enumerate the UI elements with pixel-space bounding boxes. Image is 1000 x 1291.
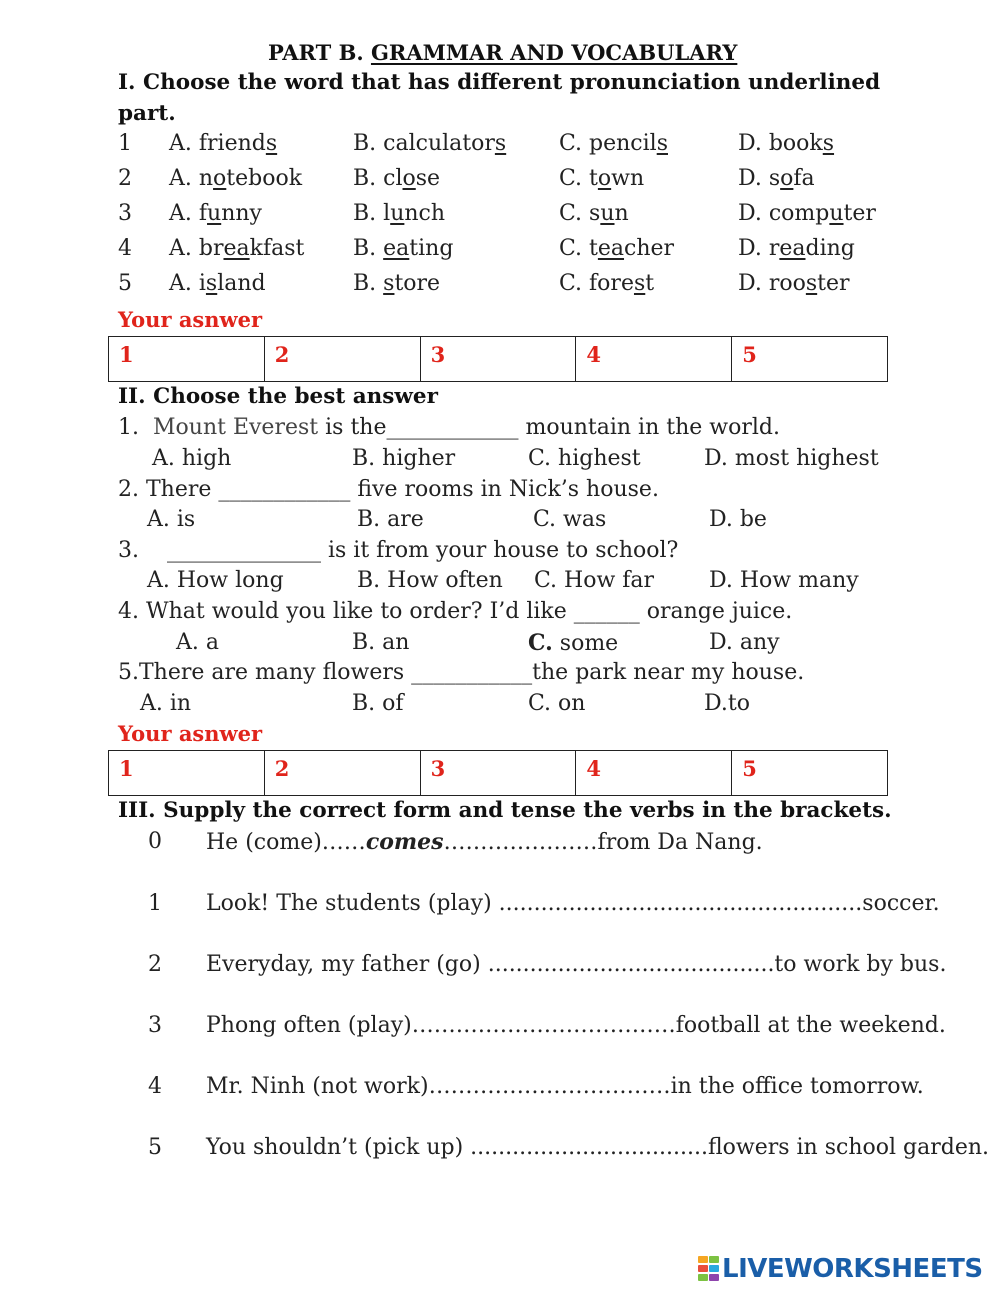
verb-sentence[interactable]: You shouldn’t (pick up) ..................................flowers in school garden. (206, 1135, 989, 1160)
option-b[interactable]: B. close (353, 166, 441, 191)
logo-text: LIVEWORKSHEETS (722, 1254, 983, 1284)
q5-option-a[interactable]: A. in (140, 691, 192, 716)
section3-heading: III. Supply the correct form and tense the verbs in the brackets. (118, 798, 892, 823)
q3-option-a[interactable]: A. How long (147, 568, 284, 593)
q2-option-a[interactable]: A. is (147, 507, 196, 532)
option-d[interactable]: D. reading (738, 236, 855, 261)
underlined-part: s (633, 271, 646, 296)
q4-option-b[interactable]: B. an (352, 630, 410, 655)
option-a[interactable]: A. breakfast (169, 236, 305, 261)
section1-heading-cont: part. (118, 101, 176, 126)
underlined-part: s (656, 131, 668, 156)
option-d[interactable]: D. rooster (738, 271, 850, 296)
question-2: 2. There ____________ five rooms in Nick’s house. (118, 477, 659, 502)
option-c[interactable]: C. teacher (559, 236, 675, 261)
underlined-part: ea (223, 236, 250, 261)
verb-sentence[interactable]: Phong often (play)………………………………football at the weekend. (206, 1013, 946, 1038)
underlined-part: ea (597, 236, 625, 261)
q4-option-c[interactable]: C. some (528, 630, 619, 656)
example-number: 0 (148, 829, 162, 854)
option-a[interactable]: A. friends (169, 131, 278, 156)
underlined-part: s (205, 271, 218, 296)
option-b[interactable]: B. store (353, 271, 441, 296)
q2-option-b[interactable]: B. are (357, 507, 424, 532)
underlined-part: s (805, 271, 818, 296)
item-number: 1 (148, 891, 162, 916)
underlined-part: u (829, 201, 844, 226)
section2-heading: II. Choose the best answer (118, 384, 438, 409)
part-heading: GRAMMAR AND VOCABULARY (370, 40, 738, 65)
answer-label-1: Your asnwer (118, 307, 263, 332)
option-c[interactable]: C. pencils (559, 131, 668, 156)
option-a[interactable]: A. funny (169, 201, 262, 226)
option-d[interactable]: D. sofa (738, 166, 815, 191)
option-b[interactable]: B. calculators (353, 131, 507, 156)
question-3: 3. ______________ is it from your house to school? (118, 538, 679, 563)
underlined-part: o (780, 166, 794, 191)
question-4: 4. What would you like to order? I’d like ______ orange juice. (118, 599, 793, 624)
underlined-part: s (822, 131, 835, 156)
answer-cell[interactable]: 1 (109, 751, 265, 795)
answer-cell[interactable]: 2 (265, 337, 421, 381)
option-a[interactable]: A. notebook (169, 166, 303, 191)
q2-option-c[interactable]: C. was (533, 507, 607, 532)
option-c[interactable]: C. forest (559, 271, 655, 296)
q3-option-d[interactable]: D. How many (709, 568, 859, 593)
q3-option-c[interactable]: C. How far (534, 568, 655, 593)
option-c[interactable]: C. sun (559, 201, 629, 226)
q5-option-b[interactable]: B. of (352, 691, 404, 716)
q1-option-b[interactable]: B. higher (352, 446, 456, 471)
q5-option-c[interactable]: C. on (528, 691, 586, 716)
underlined-part: o (402, 166, 416, 191)
q1-option-d[interactable]: D. most highest (704, 446, 879, 471)
verb-sentence[interactable]: Look! The students (play) ....................................................soccer. (206, 891, 940, 916)
option-b[interactable]: B. eating (353, 236, 454, 261)
answer-cell[interactable]: 5 (742, 342, 757, 367)
underlined-part: s (383, 271, 395, 296)
answer-table-1 (108, 336, 888, 382)
answer-cell[interactable]: 4 (576, 751, 732, 795)
question-number: 3 (118, 201, 132, 226)
item-number: 5 (148, 1135, 162, 1160)
q4-option-d[interactable]: D. any (709, 630, 780, 655)
example-answer: comes (365, 829, 444, 855)
question-5: 5.There are many flowers ___________the park near my house. (118, 660, 805, 685)
option-d[interactable]: D. computer (738, 201, 876, 226)
underlined-part: u (600, 201, 615, 226)
underlined-part: u (390, 201, 405, 226)
underlined-part: s (265, 131, 278, 156)
item-number: 4 (148, 1074, 162, 1099)
example-sentence: He (come)……comes…………………from Da Nang. (206, 829, 763, 855)
underlined-part: o (213, 166, 227, 191)
q5-option-d[interactable]: D.to (704, 691, 750, 716)
underlined-part: s (494, 131, 507, 156)
item-number: 3 (148, 1013, 162, 1038)
option-d[interactable]: D. books (738, 131, 835, 156)
option-a[interactable]: A. island (169, 271, 266, 296)
verb-sentence[interactable]: Mr. Ninh (not work)……………………………in the office tomorrow. (206, 1074, 924, 1099)
question-number: 1 (118, 131, 132, 156)
answer-table-2 (108, 750, 888, 796)
verb-sentence[interactable]: Everyday, my father (go) .........................................to work by bus. (206, 952, 947, 977)
question-1-subject: Mount Everest (153, 415, 319, 440)
question-number: 4 (118, 236, 132, 261)
question-number: 5 (118, 271, 132, 296)
liveworksheets-logo-icon (698, 1256, 720, 1282)
q1-option-a[interactable]: A. high (152, 446, 232, 471)
section1-heading: I. Choose the word that has different pronunciation underlined (118, 70, 881, 95)
q3-option-b[interactable]: B. How often (357, 568, 503, 593)
underlined-part: u (207, 201, 222, 226)
part-label: PART B. (268, 40, 364, 65)
q1-option-c[interactable]: C. highest (528, 446, 641, 471)
answer-cell[interactable]: 4 (576, 337, 732, 381)
answer-cell[interactable]: 1 (109, 337, 265, 381)
underlined-part: ea (383, 236, 410, 261)
underlined-part: o (597, 166, 612, 191)
answer-cell[interactable]: 3 (421, 751, 577, 795)
answer-cell[interactable]: 3 (421, 337, 577, 381)
question-1: 1. Mount Everest is the____________ mountain in the world. (118, 415, 780, 440)
underlined-part: ea (779, 236, 806, 261)
part-title (268, 40, 737, 65)
answer-cell[interactable]: 2 (265, 751, 421, 795)
q2-option-d[interactable]: D. be (709, 507, 767, 532)
option-b[interactable]: B. lunch (353, 201, 446, 226)
question-number: 2 (118, 166, 132, 191)
answer-label-2: Your asnwer (118, 721, 263, 746)
q4-option-a[interactable]: A. a (176, 630, 219, 655)
liveworksheets-logo (698, 1254, 983, 1284)
answer-cell[interactable]: 5 (742, 756, 757, 781)
item-number: 2 (148, 952, 162, 977)
option-c[interactable]: C. town (559, 166, 645, 191)
